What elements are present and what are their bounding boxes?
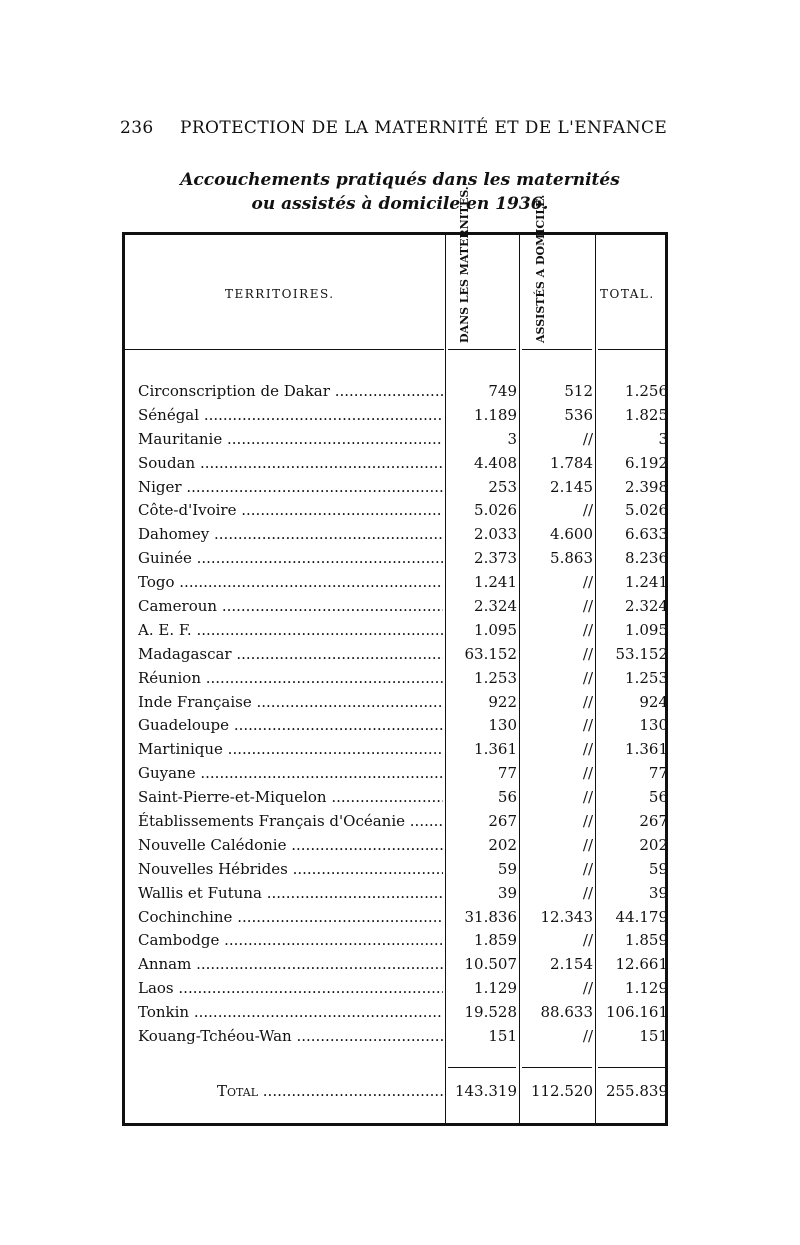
maternites-value: 10.507 (464, 955, 517, 974)
maternites-value: 130 (488, 716, 517, 735)
maternites-value: 63.152 (464, 644, 517, 663)
maternites-value: 1.859 (474, 931, 517, 950)
table-row (125, 522, 668, 546)
domicile-value: // (582, 788, 593, 807)
total-value: 267 (639, 812, 668, 831)
table-row (125, 785, 668, 809)
territory-name: Guyane ..... (138, 761, 443, 785)
maternites-value: 4.408 (474, 453, 517, 472)
total-value: 1.825 (625, 405, 668, 424)
maternites-value: 267 (488, 812, 517, 831)
maternites-value: 59 (497, 859, 517, 878)
maternites-value: 5.026 (474, 501, 517, 520)
total-value: 924 (639, 692, 668, 711)
domicile-value: // (582, 1027, 593, 1046)
total-value: 1.859 (625, 931, 668, 950)
territory-name: Togo ..... (138, 570, 443, 594)
domicile-value: 4.600 (550, 525, 593, 544)
total-total: 255.839 (605, 1082, 668, 1100)
table-row (125, 618, 668, 642)
header-rule (125, 349, 444, 350)
total-rule (448, 1067, 516, 1068)
maternites-value: 3 (507, 429, 517, 448)
territory-name: Inde Française ..... (138, 690, 443, 714)
maternites-value: 922 (488, 692, 517, 711)
page-header (120, 118, 668, 142)
table-row (125, 570, 668, 594)
domicile-value: // (582, 692, 593, 711)
domicile-value: 1.784 (550, 453, 593, 472)
territory-name: Madagascar ..... (138, 642, 443, 666)
maternites-value: 1.241 (474, 573, 517, 592)
table-row (125, 666, 668, 690)
maternites-value: 1.129 (474, 979, 517, 998)
total-value: 1.253 (625, 668, 668, 687)
page-number: 236 (120, 118, 154, 138)
maternites-value: 56 (497, 788, 517, 807)
total-value: 56 (648, 788, 668, 807)
total-value: 2.324 (625, 597, 668, 616)
column-header-total: TOTAL. (600, 287, 655, 301)
maternites-value: 2.373 (474, 549, 517, 568)
territory-name: Réunion ..... (138, 666, 443, 690)
territory-name: Dahomey ..... (138, 522, 443, 546)
territory-name: Mauritanie ..... (138, 427, 443, 451)
territory-name: Annam ..... (138, 952, 443, 976)
total-value: 6.633 (625, 525, 668, 544)
domicile-value: // (582, 573, 593, 592)
domicile-value: // (582, 979, 593, 998)
table-row (125, 737, 668, 761)
table-row (125, 976, 668, 1000)
domicile-value: 12.343 (540, 907, 593, 926)
total-value: 12.661 (615, 955, 668, 974)
total-label: Total ..... (217, 1078, 443, 1104)
domicile-value: // (582, 644, 593, 663)
total-value: 1.361 (625, 740, 668, 759)
territory-name: Saint-Pierre-et-Miquelon ..... (138, 785, 443, 809)
territory-name: Sénégal ..... (138, 403, 443, 427)
total-value: 2.398 (625, 477, 668, 496)
column-header-domicile: ASSISTÉS A DOMICILE. (534, 194, 547, 343)
total-value: 1.256 (625, 382, 668, 400)
domicile-value: 5.863 (550, 549, 593, 568)
header-rule (598, 349, 665, 350)
total-value: 6.192 (625, 453, 668, 472)
table-row (125, 761, 668, 785)
territory-name: Soudan ..... (138, 451, 443, 475)
territory-name: Circonscription de Dakar ..... (138, 379, 443, 403)
domicile-value: // (582, 931, 593, 950)
table-caption-line-1: Accouchements pratiqués dans les maternités (180, 170, 620, 190)
maternites-value: 253 (488, 477, 517, 496)
domicile-value: // (582, 597, 593, 616)
domicile-value: 536 (564, 405, 593, 424)
domicile-value: // (582, 501, 593, 520)
total-value: 44.179 (615, 907, 668, 926)
maternites-value: 19.528 (464, 1003, 517, 1022)
domicile-value: // (582, 740, 593, 759)
maternites-value: 1.253 (474, 668, 517, 687)
maternites-value: 1.361 (474, 740, 517, 759)
table-row (125, 1000, 668, 1024)
table-row (125, 881, 668, 905)
territory-name: Cameroun ..... (138, 594, 443, 618)
total-value: 5.026 (625, 501, 668, 520)
maternites-value: 2.324 (474, 597, 517, 616)
table-row (125, 379, 668, 403)
territory-name: Tonkin ..... (138, 1000, 443, 1024)
table-row (125, 713, 668, 737)
table-row (125, 475, 668, 499)
domicile-value: // (582, 883, 593, 902)
domicile-value: // (582, 620, 593, 639)
table-row (125, 833, 668, 857)
total-row (125, 1078, 668, 1104)
domicile-value: 2.145 (550, 477, 593, 496)
domicile-value: // (582, 835, 593, 854)
maternites-value: 151 (488, 1027, 517, 1046)
domicile-value: 2.154 (550, 955, 593, 974)
table-row (125, 546, 668, 570)
domicile-value: // (582, 764, 593, 783)
territory-name: Laos ..... (138, 976, 443, 1000)
territory-name: Établissements Français d'Océanie ..... (138, 809, 443, 833)
maternites-value: 1.189 (474, 405, 517, 424)
total-value: 8.236 (625, 549, 668, 568)
territory-name: A. E. F. ..... (138, 618, 443, 642)
total-value: 1.129 (625, 979, 668, 998)
total-value: 1.241 (625, 573, 668, 592)
domicile-value: // (582, 429, 593, 448)
table-body (125, 379, 668, 1048)
column-header-territoires: TERRITOIRES. (225, 287, 335, 301)
maternites-value: 2.033 (474, 525, 517, 544)
table-row (125, 809, 668, 833)
domicile-value: // (582, 668, 593, 687)
table-row (125, 928, 668, 952)
territory-name: Côte-d'Ivoire ..... (138, 498, 443, 522)
domicile-value: // (582, 859, 593, 878)
table-row (125, 594, 668, 618)
table-row (125, 451, 668, 475)
total-value: 130 (639, 716, 668, 735)
total-value: 59 (648, 859, 668, 878)
total-maternites: 143.319 (454, 1082, 517, 1100)
total-value: 1.095 (625, 620, 668, 639)
maternites-value: 77 (497, 764, 517, 783)
domicile-value: 512 (564, 382, 593, 400)
table-row (125, 952, 668, 976)
table-row (125, 642, 668, 666)
table-row (125, 857, 668, 881)
total-value: 202 (639, 835, 668, 854)
header-rule (522, 349, 592, 350)
territory-name: Cambodge ..... (138, 928, 443, 952)
column-header-maternites: DANS LES MATERNITÉS. (458, 186, 471, 343)
territory-name: Wallis et Futuna ..... (138, 881, 443, 905)
maternites-value: 39 (497, 883, 517, 902)
table-row (125, 403, 668, 427)
table-row (125, 427, 668, 451)
table-caption-line-2: ou assistés à domicile en 1936. (251, 194, 549, 214)
table-row (125, 498, 668, 522)
maternites-value: 31.836 (464, 907, 517, 926)
total-domicile: 112.520 (530, 1082, 593, 1100)
territory-name: Kouang-Tchéou-Wan ..... (138, 1024, 443, 1048)
total-value: 3 (658, 429, 668, 448)
maternites-value: 749 (488, 382, 517, 400)
total-value: 106.161 (605, 1003, 668, 1022)
territory-name: Nouvelle Calédonie ..... (138, 833, 443, 857)
domicile-value: // (582, 812, 593, 831)
territory-name: Niger ..... (138, 475, 443, 499)
territory-name: Guinée ..... (138, 546, 443, 570)
total-value: 39 (648, 883, 668, 902)
domicile-value: // (582, 716, 593, 735)
table-row (125, 1024, 668, 1048)
territory-name: Guadeloupe ..... (138, 713, 443, 737)
maternites-value: 1.095 (474, 620, 517, 639)
total-rule (522, 1067, 592, 1068)
territory-name: Nouvelles Hébrides ..... (138, 857, 443, 881)
territory-name: Martinique ..... (138, 737, 443, 761)
running-title: PROTECTION DE LA MATERNITÉ ET DE L'ENFANCE (180, 118, 668, 138)
total-rule (598, 1067, 665, 1068)
maternites-value: 202 (488, 835, 517, 854)
total-value: 53.152 (615, 644, 668, 663)
total-value: 77 (648, 764, 668, 783)
domicile-value: 88.633 (540, 1003, 593, 1022)
header-rule (448, 349, 516, 350)
table-row (125, 905, 668, 929)
table-row (125, 690, 668, 714)
territory-name: Cochinchine ..... (138, 905, 443, 929)
total-value: 151 (639, 1027, 668, 1046)
